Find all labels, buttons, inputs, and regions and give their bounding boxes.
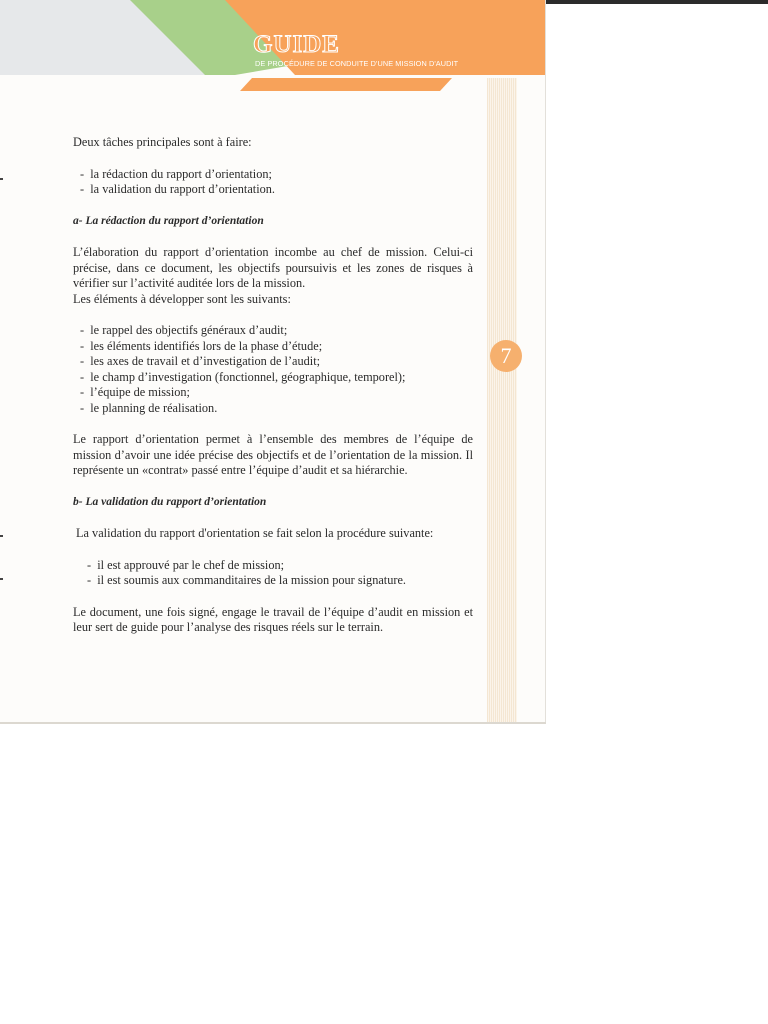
procedure-list: [73, 558, 473, 589]
guide-title: GUIDE: [253, 31, 340, 58]
section-a-paragraph: L’élaboration du rapport d’orientation incombe au chef de mission. Celui-ci précise, dans ce document, les objectifs poursuivis et les zones de risques à vérifier sur l’activité auditée lors de la mission.: [73, 245, 473, 290]
list-item: - il est approuvé par le chef de mission;: [87, 558, 473, 574]
list-item: - le rappel des objectifs généraux d’audit;: [80, 323, 473, 339]
section-b-paragraph: La validation du rapport d'orientation se fait selon la procédure suivante:: [76, 526, 434, 540]
section-a-heading: a- La rédaction du rapport d’orientation: [73, 214, 264, 227]
list-item: - il est soumis aux commanditaires de la mission pour signature.: [87, 573, 473, 589]
list-item: - l’équipe de mission;: [80, 385, 473, 401]
task-list: [73, 167, 473, 198]
banner-orange-strip: [240, 78, 452, 91]
list-item: - la rédaction du rapport d’orientation;: [80, 167, 473, 183]
page-number-badge: 7: [490, 340, 522, 372]
section-b-heading: b- La validation du rapport d’orientation: [73, 495, 267, 508]
list-item: - la validation du rapport d’orientation.: [80, 182, 473, 198]
section-a-closing-paragraph: Le rapport d’orientation permet à l’ensemble des membres de l’équipe de mission d’avoir une idée précise des objectifs et de l’orientation de la mission. Il représente un «contrat» passé entre l’équipe d’audit et sa hiérarchie.: [73, 432, 473, 477]
elements-list: [73, 323, 473, 416]
intro-text: Deux tâches principales sont à faire:: [73, 135, 252, 149]
list-item: - le champ d’investigation (fonctionnel, géographique, temporel);: [80, 370, 473, 386]
section-a-list-intro: Les éléments à développer sont les suivants:: [73, 291, 291, 306]
scan-edge-line: [543, 0, 768, 4]
list-item: - les éléments identifiés lors de la phase d’étude;: [80, 339, 473, 355]
section-b-closing-paragraph: Le document, une fois signé, engage le travail de l’équipe d’audit en mission et leur sert de guide pour l’analyse des risques réels sur le terrain.: [73, 604, 473, 634]
list-item: - les axes de travail et d’investigation de l’audit;: [80, 354, 473, 370]
list-item: - le planning de réalisation.: [80, 401, 473, 417]
guide-subtitle: DE PROCÉDURE DE CONDUITE D'UNE MISSION D'AUDIT: [255, 59, 459, 68]
side-stripe: [487, 78, 517, 722]
document-body: [73, 135, 473, 636]
